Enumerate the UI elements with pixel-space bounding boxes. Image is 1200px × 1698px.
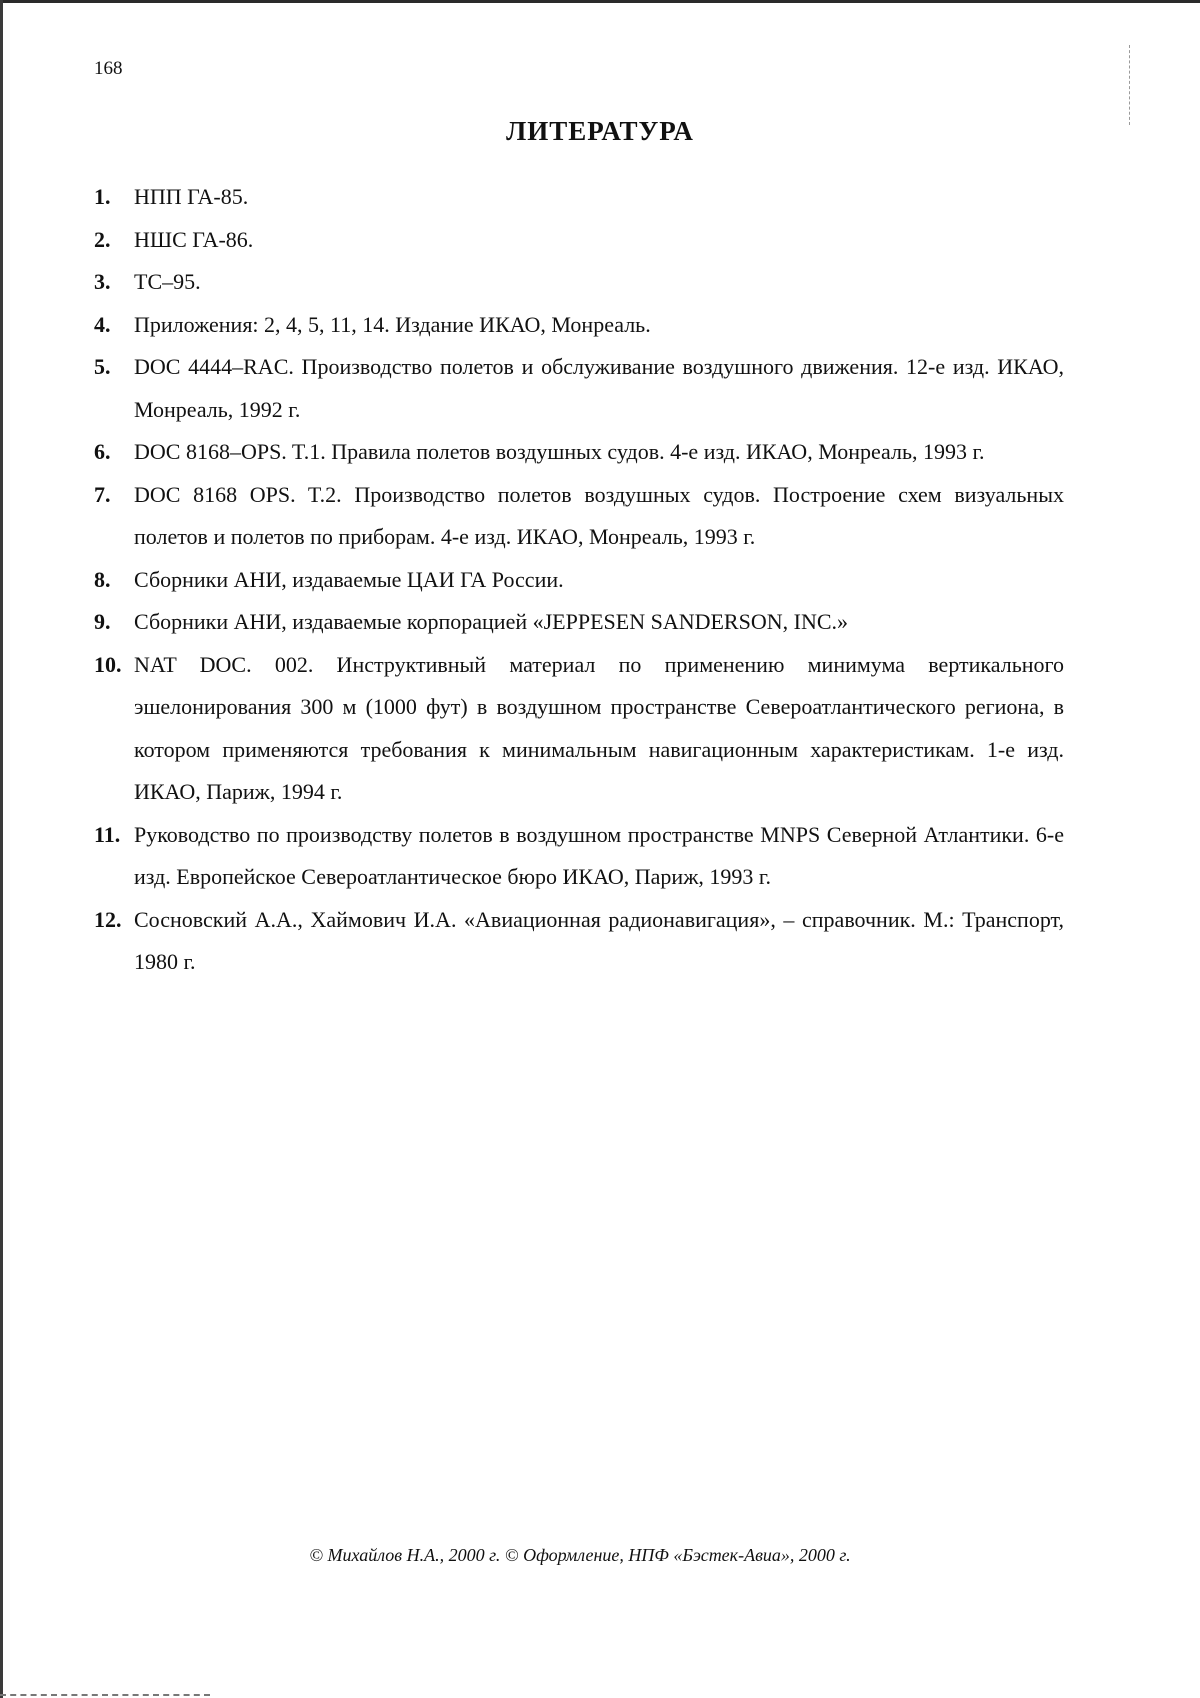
reference-text: ТС–95. [134, 261, 1064, 304]
reference-number: 1. [94, 176, 134, 219]
copyright-footer: © Михайлов Н.А., 2000 г. © Оформление, НПФ «Бэстек-Авиа», 2000 г. [0, 1545, 1160, 1566]
reference-text: DOC 8168–OPS. T.1. Правила полетов воздушных судов. 4-е изд. ИКАО, Монреаль, 1993 г. [134, 431, 1064, 474]
reference-item [94, 431, 1064, 474]
reference-item [94, 474, 1064, 559]
reference-text: NAT DOC. 002. Инструктивный материал по применению минимума вертикального эшелонирования 300 м (1000 фут) в воздушном пространстве Североатлантического региона, в котором применяются требования к минимальным навигационным характеристикам. 1-е изд. ИКАО, Париж, 1994 г. [134, 644, 1064, 814]
reference-number: 6. [94, 431, 134, 474]
reference-number: 9. [94, 601, 134, 644]
reference-number: 2. [94, 219, 134, 262]
reference-text: Сосновский А.А., Хаймович И.А. «Авиационная радионавигация», – справочник. М.: Транспорт, 1980 г. [134, 899, 1064, 984]
page-number: 168 [94, 58, 123, 80]
reference-number: 8. [94, 559, 134, 602]
reference-item [94, 176, 1064, 219]
reference-item [94, 304, 1064, 347]
reference-number: 5. [94, 346, 134, 389]
reference-number: 4. [94, 304, 134, 347]
reference-item [94, 219, 1064, 262]
reference-item [94, 346, 1064, 431]
reference-text: Руководство по производству полетов в воздушном пространстве MNPS Северной Атлантики. 6-е изд. Европейское Североатлантическое бюро ИКАО, Париж, 1993 г. [134, 814, 1064, 899]
page-title: ЛИТЕРАТУРА [0, 116, 1200, 147]
reference-item [94, 814, 1064, 899]
reference-number: 10. [94, 644, 134, 687]
reference-item [94, 559, 1064, 602]
scan-artifact-right [1129, 45, 1131, 125]
reference-item [94, 601, 1064, 644]
reference-text: Сборники АНИ, издаваемые корпорацией «JEPPESEN SANDERSON, INC.» [134, 601, 1064, 644]
reference-text: НШС ГА-86. [134, 219, 1064, 262]
scan-edge-top [0, 0, 1200, 3]
reference-text: Сборники АНИ, издаваемые ЦАИ ГА России. [134, 559, 1064, 602]
reference-text: DOC 8168 OPS. T.2. Производство полетов воздушных судов. Построение схем визуальных полетов и полетов по приборам. 4-е изд. ИКАО, Монреаль, 1993 г. [134, 474, 1064, 559]
reference-number: 12. [94, 899, 134, 942]
document-page [0, 0, 1200, 1698]
reference-item [94, 261, 1064, 304]
reference-text: DOC 4444–RAC. Производство полетов и обслуживание воздушного движения. 12-е изд. ИКАО, Монреаль, 1992 г. [134, 346, 1064, 431]
reference-item [94, 899, 1064, 984]
reference-item [94, 644, 1064, 814]
reference-text: Приложения: 2, 4, 5, 11, 14. Издание ИКАО, Монреаль. [134, 304, 1064, 347]
reference-list [94, 176, 1064, 984]
reference-number: 3. [94, 261, 134, 304]
reference-number: 7. [94, 474, 134, 517]
scan-edge-left [0, 0, 3, 1698]
scan-edge-bottom [0, 1694, 210, 1696]
reference-text: НПП ГА-85. [134, 176, 1064, 219]
reference-number: 11. [94, 814, 134, 857]
